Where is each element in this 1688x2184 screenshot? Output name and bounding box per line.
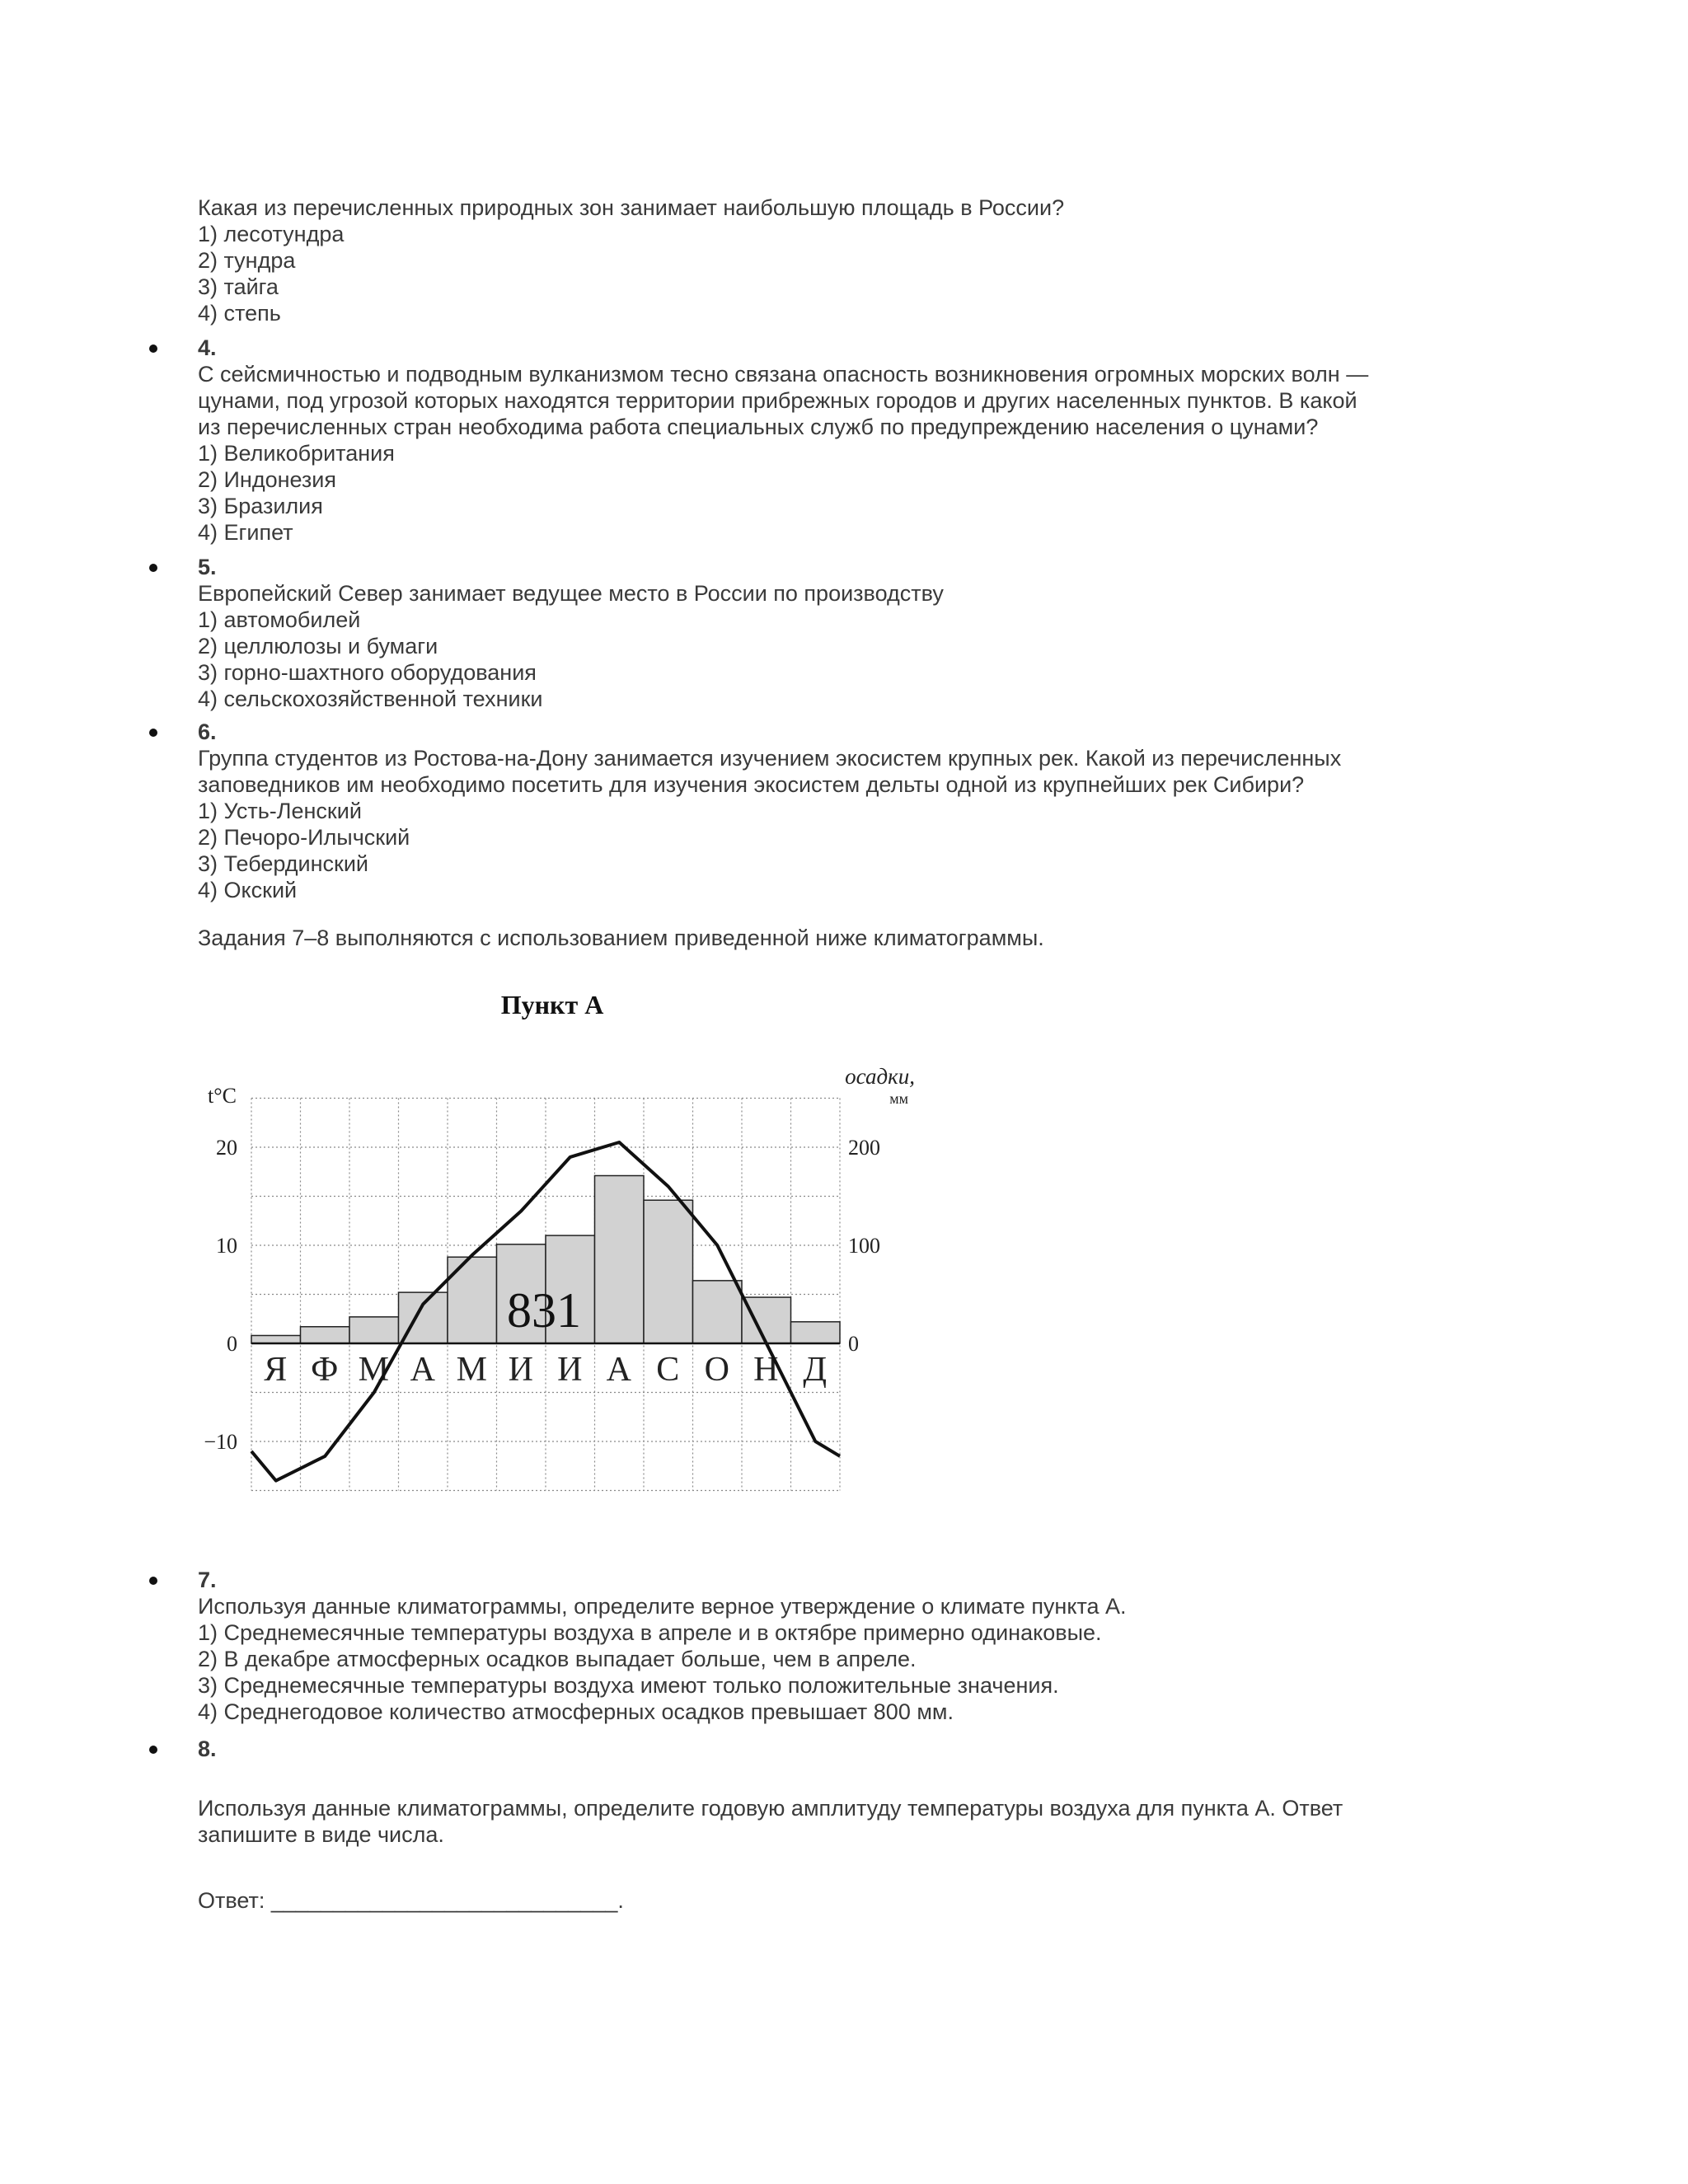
q3-option-4: 4) степь	[198, 301, 281, 326]
precipitation-bar	[791, 1322, 841, 1343]
precipitation-bar	[349, 1317, 399, 1343]
q5-option-4: 4) сельскохозяйственной техники	[198, 687, 543, 711]
bullet-q5	[149, 564, 157, 572]
q6-option-1: 1) Усть-Ленский	[198, 799, 362, 823]
q6-option-2: 2) Печоро-Илычский	[198, 825, 410, 850]
month-label: И	[557, 1351, 584, 1389]
q7-option-2: 2) В декабре атмосферных осадков выпадает больше, чем в апреле.	[198, 1647, 917, 1671]
q4-number: 4.	[198, 335, 217, 360]
right-axis-unit: мм	[889, 1090, 908, 1107]
q6-option-3: 3) Тебердинский	[198, 851, 368, 876]
chart-labels	[204, 990, 915, 1454]
right-axis-label: осадки,	[845, 1064, 915, 1089]
q5-text: Европейский Север занимает ведущее место в России по производству	[198, 581, 944, 606]
annual-precipitation-total: 831	[507, 1283, 581, 1338]
month-label: Ф	[311, 1351, 340, 1389]
bullet-q4	[149, 344, 157, 353]
q4-text-line-2: цунами, под угрозой которых находятся территории прибрежных городов и других населенных пунктов. В какой	[198, 388, 1357, 413]
q4-text-line-1: С сейсмичностью и подводным вулканизмом тесно связана опасность возникновения огромных морских волн —	[198, 362, 1369, 387]
chart-title: Пункт А	[500, 990, 604, 1019]
month-label: А	[410, 1351, 436, 1389]
bullet-q8	[149, 1746, 157, 1754]
q4-option-4: 4) Египет	[198, 520, 293, 545]
climatogram-chart	[190, 981, 931, 1508]
month-label: С	[656, 1351, 681, 1389]
q5-option-3: 3) горно-шахтного оборудования	[198, 660, 537, 685]
left-tick-label: 0	[227, 1332, 237, 1356]
month-label: М	[358, 1351, 390, 1389]
q6-text-line-1: Группа студентов из Ростова-на-Дону занимается изучением экосистем крупных рек. Какой из перечисленных	[198, 746, 1342, 771]
q8-number: 8.	[198, 1736, 217, 1761]
q6-number: 6.	[198, 719, 217, 744]
left-tick-label: −10	[204, 1430, 237, 1454]
q5-option-1: 1) автомобилей	[198, 607, 361, 632]
right-tick-label: 0	[848, 1332, 859, 1356]
chart-intro: Задания 7–8 выполняются с использованием приведенной ниже климатограммы.	[198, 926, 1044, 950]
bullet-q7	[149, 1577, 157, 1585]
left-tick-label: 20	[216, 1136, 237, 1160]
right-tick-label: 100	[848, 1234, 880, 1258]
precipitation-bar	[644, 1200, 693, 1343]
month-label: Я	[264, 1351, 288, 1389]
q4-text-line-3: из перечисленных стран необходима работа специальных служб по предупреждению населения о цунами?	[198, 415, 1319, 439]
precipitation-bar	[301, 1327, 350, 1343]
q3-option-1: 1) лесотундра	[198, 222, 345, 246]
bullet-q6	[149, 729, 157, 737]
q7-option-4: 4) Среднегодовое количество атмосферных осадков превышает 800 мм.	[198, 1699, 954, 1724]
precipitation-bar	[251, 1335, 301, 1343]
q8-text-line-2: запишите в виде числа.	[198, 1822, 444, 1847]
month-label: М	[456, 1351, 488, 1389]
precipitation-bar	[595, 1176, 645, 1343]
precipitation-bar	[742, 1297, 791, 1343]
q6-option-4: 4) Окский	[198, 878, 298, 902]
left-axis-label: t°C	[208, 1084, 237, 1108]
q7-text: Используя данные климатограммы, определите верное утверждение о климате пункта А.	[198, 1594, 1127, 1619]
q4-option-2: 2) Индонезия	[198, 467, 337, 492]
month-label: О	[704, 1351, 730, 1389]
left-tick-label: 10	[216, 1234, 237, 1258]
answer-field[interactable]: Ответ: ____________________________.	[198, 1888, 624, 1913]
month-label: И	[508, 1351, 534, 1389]
month-label: Д	[803, 1351, 828, 1389]
right-tick-label: 200	[848, 1136, 880, 1160]
q8-text-line-1: Используя данные климатограммы, определите годовую амплитуду температуры воздуха для пункта А. Ответ	[198, 1796, 1343, 1821]
precipitation-bar	[693, 1281, 743, 1343]
q3-option-2: 2) тундра	[198, 248, 296, 273]
q3-option-3: 3) тайга	[198, 274, 279, 299]
q3-text: Какая из перечисленных природных зон занимает наибольшую площадь в России?	[198, 195, 1065, 220]
q7-number: 7.	[198, 1568, 217, 1592]
month-label: Н	[753, 1351, 780, 1389]
month-label: А	[606, 1351, 632, 1389]
q7-option-3: 3) Среднемесячные температуры воздуха имеют только положительные значения.	[198, 1673, 1059, 1698]
q4-option-1: 1) Великобритания	[198, 441, 395, 466]
q4-option-3: 3) Бразилия	[198, 494, 323, 518]
q5-option-2: 2) целлюлозы и бумаги	[198, 634, 438, 658]
q5-number: 5.	[198, 555, 217, 579]
q7-option-1: 1) Среднемесячные температуры воздуха в апреле и в октябре примерно одинаковые.	[198, 1620, 1102, 1645]
q6-text-line-2: заповедников им необходимо посетить для изучения экосистем дельты одной из крупнейших рек Сибири?	[198, 772, 1305, 797]
